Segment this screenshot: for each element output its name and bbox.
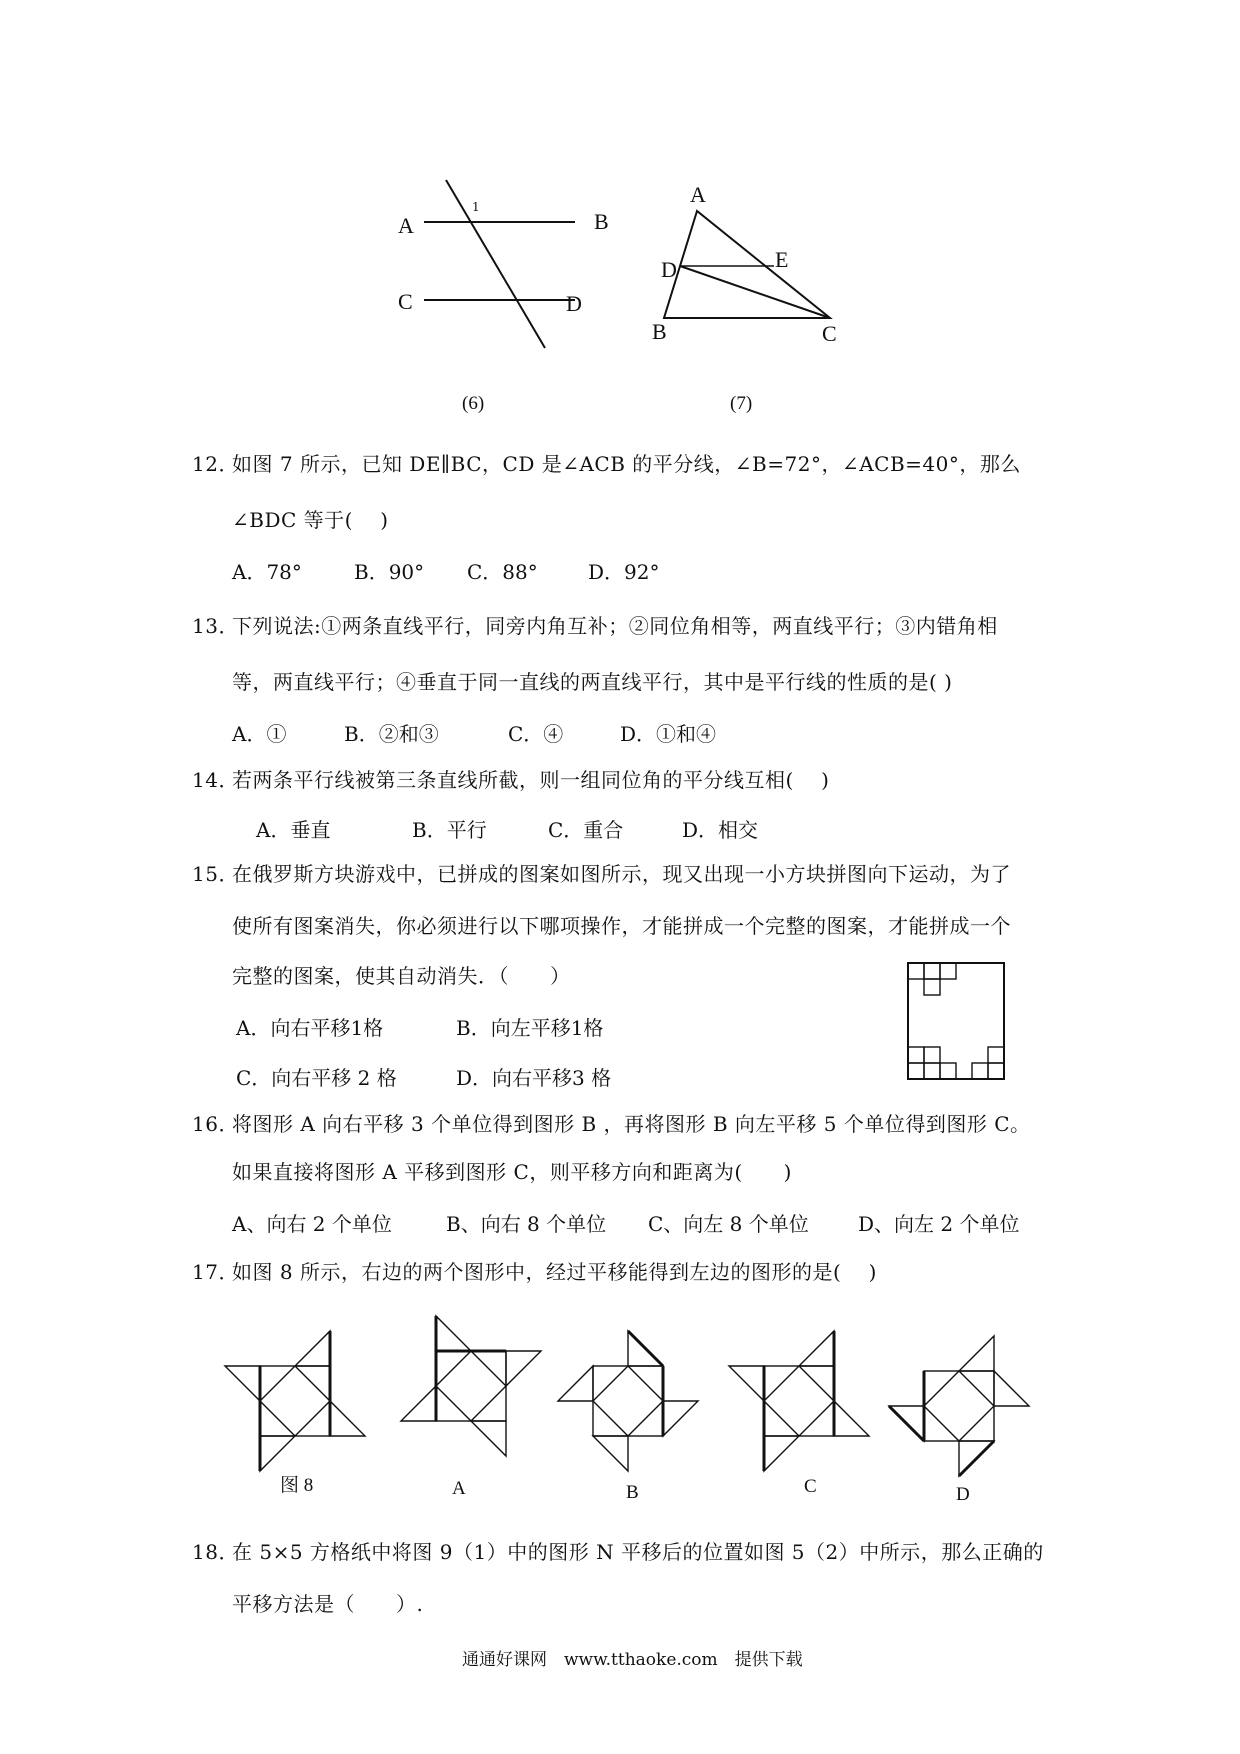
q16-option-b[interactable]: B、向右 8 个单位 <box>446 1212 607 1236</box>
fig8-caption-a[interactable]: A <box>452 1478 466 1499</box>
fig7-label-a: A <box>690 182 706 207</box>
q16-option-c[interactable]: C、向左 8 个单位 <box>648 1212 809 1236</box>
q13-option-b[interactable]: B．②和③ <box>344 722 439 746</box>
fig8-caption-d[interactable]: D <box>956 1484 970 1505</box>
q15-option-b[interactable]: B．向左平移1格 <box>456 1016 604 1040</box>
fig7-label-e: E <box>775 247 789 272</box>
fig6-label-c: C <box>398 289 413 314</box>
q18-line-2: 平移方法是（ ）. <box>232 1592 424 1616</box>
q15-option-a[interactable]: A．向右平移1格 <box>236 1016 384 1040</box>
q15-number: 15． <box>192 862 239 886</box>
fig6-label-a: A <box>398 213 414 238</box>
fig6-angle-label: 1 <box>472 200 480 214</box>
q16-option-a[interactable]: A、向右 2 个单位 <box>232 1212 392 1236</box>
q13-line-2: 等，两直线平行；④垂直于同一直线的两直线平行，其中是平行线的性质的是( ) <box>232 670 953 694</box>
fig7-caption: (7) <box>730 393 753 414</box>
q14-option-d[interactable]: D．相交 <box>682 818 759 842</box>
q14-number: 14． <box>192 768 239 792</box>
q16-line-2: 如果直接将图形 A 平移到图形 C，则平移方向和距离为( ) <box>232 1160 792 1184</box>
q14-option-c[interactable]: C．重合 <box>548 818 624 842</box>
q18-line-1: 在 5×5 方格纸中将图 9（1）中的图形 N 平移后的位置如图 5（2）中所示，那么正确的 <box>232 1540 1044 1564</box>
q12-option-b[interactable]: B．90° <box>354 560 425 584</box>
fig8-main-shape <box>225 1331 365 1471</box>
q16-option-d[interactable]: D、向左 2 个单位 <box>858 1212 1020 1236</box>
fig8-option-d-shape <box>889 1336 1029 1476</box>
q16-number: 16． <box>192 1112 239 1136</box>
q15-option-c[interactable]: C．向右平移 2 格 <box>236 1066 397 1090</box>
fig8-caption-main: 图 8 <box>280 1475 314 1496</box>
q12-option-a[interactable]: A．78° <box>232 560 302 584</box>
q18-number: 18． <box>192 1540 239 1564</box>
q12-option-c[interactable]: C．88° <box>467 560 538 584</box>
q13-option-d[interactable]: D．①和④ <box>620 722 717 746</box>
q14-option-a[interactable]: A．垂直 <box>256 818 331 842</box>
q14-option-b[interactable]: B．平行 <box>412 818 487 842</box>
q15-option-d[interactable]: D．向右平移3 格 <box>456 1066 612 1090</box>
fig8-option-a-shape <box>401 1316 541 1456</box>
q17-line-1: 如图 8 所示，右边的两个图形中，经过平移能得到左边的图形的是( ) <box>232 1260 877 1284</box>
q14-line-1: 若两条平行线被第三条直线所截，则一组同位角的平分线互相( ) <box>232 768 830 792</box>
q12-number: 12． <box>192 452 239 476</box>
fig7-label-d: D <box>661 257 677 282</box>
page-footer: 通通好课网 www.tthaoke.com 提供下载 <box>462 1650 803 1670</box>
fig8-option-c-shape <box>729 1331 869 1471</box>
fig6-caption: (6) <box>462 393 485 414</box>
q15-line-3: 完整的图案，使其自动消失．（ ） <box>232 964 571 988</box>
fig8-option-b-shape <box>558 1331 698 1471</box>
q13-number: 13． <box>192 614 239 638</box>
q12-line-2: ∠BDC 等于( ) <box>232 508 389 532</box>
fig6-label-b: B <box>594 209 609 234</box>
q15-line-1: 在俄罗斯方块游戏中，已拼成的图案如图所示，现又出现一小方块拼图向下运动，为了 <box>232 862 1011 886</box>
fig8-caption-c[interactable]: C <box>804 1476 817 1497</box>
fig6-label-d: D <box>566 291 582 316</box>
q12-line-1: 如图 7 所示，已知 DE∥BC，CD 是∠ACB 的平分线，∠B=72°，∠ACB=40°，那么 <box>232 452 1021 476</box>
fig7-label-c: C <box>822 321 837 346</box>
q17-number: 17． <box>192 1260 239 1284</box>
q13-line-1: 下列说法:①两条直线平行，同旁内角互补；②同位角相等，两直线平行；③内错角相 <box>232 614 998 638</box>
q15-line-2: 使所有图案消失，你必须进行以下哪项操作，才能拼成一个完整的图案，才能拼成一个 <box>232 914 1011 938</box>
fig8-caption-b[interactable]: B <box>626 1482 639 1503</box>
q12-option-d[interactable]: D．92° <box>588 560 660 584</box>
q13-option-c[interactable]: C．④ <box>508 722 564 746</box>
q13-option-a[interactable]: A．① <box>232 722 287 746</box>
q16-line-1: 将图形 A 向右平移 3 个单位得到图形 B ，再将图形 B 向左平移 5 个单位得到图形 C。 <box>232 1112 1031 1136</box>
fig7-label-b: B <box>652 319 667 344</box>
